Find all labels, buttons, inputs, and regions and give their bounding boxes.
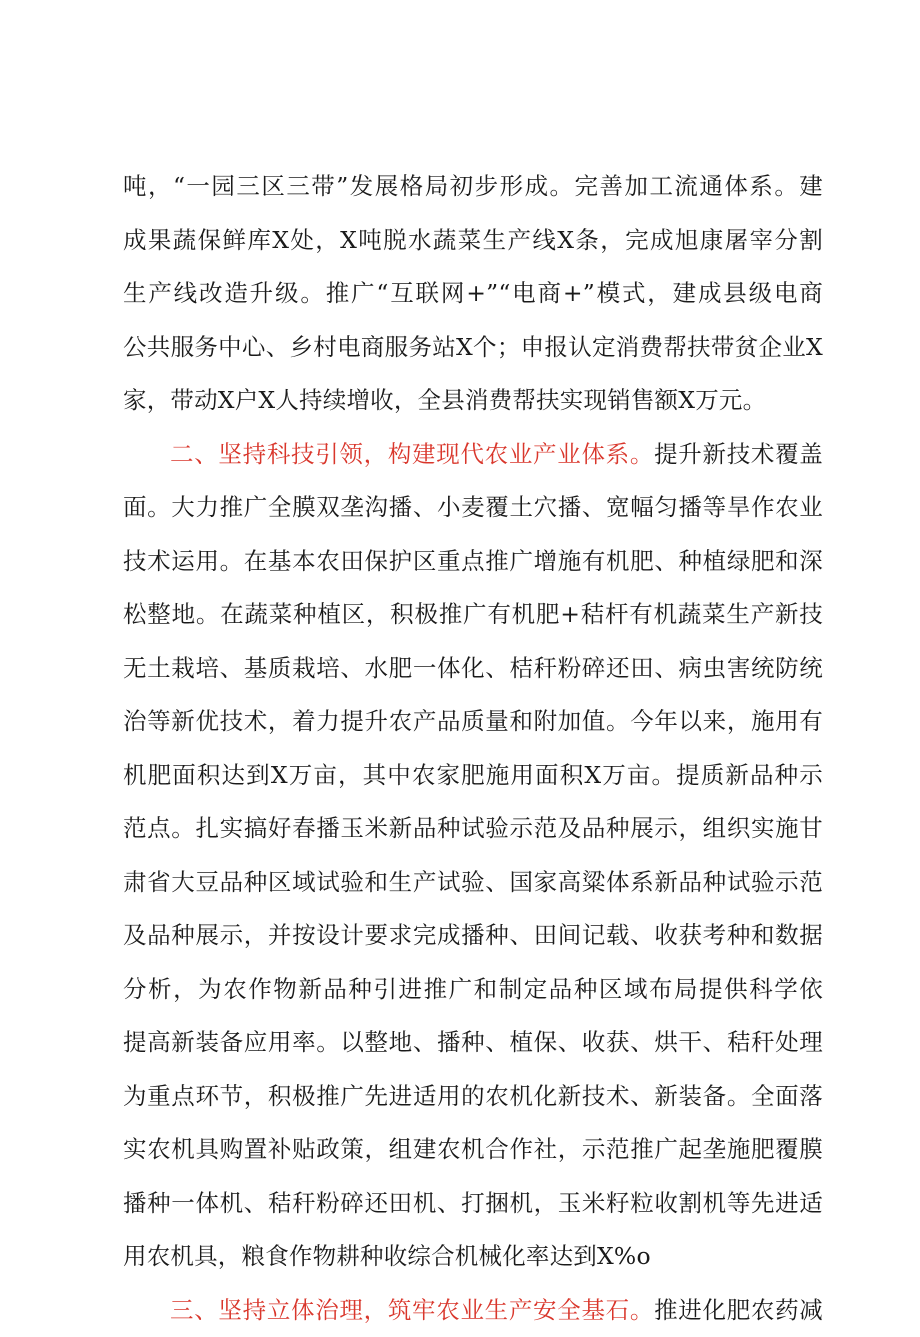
section-3-first-line [123,1284,823,1337]
text-line: 面。大力推广全膜双垄沟播、小麦覆土穴播、宽幅匀播等旱作农业 [123,481,823,535]
section-3-heading: 三、坚持立体治理，筑牢农业生产安全基石。 [170,1296,654,1324]
text-line: 吨，“一园三区三带”发展格局初步形成。完善加工流通体系。建 [123,160,823,214]
document-body [123,160,823,1337]
text-line: 生产线改造升级。推广“互联网+”“电商+”模式，建成县级电商 [123,267,823,321]
text-line: 无土栽培、基质栽培、水肥一体化、桔秆粉碎还田、病虫害统防统 [123,642,823,696]
text-line: 技术运用。在基本农田保护区重点推广增施有机肥、种植绿肥和深 [123,535,823,589]
text-line: 治等新优技术，着力提升农产品质量和附加值。今年以来，施用有 [123,695,823,749]
text-line: 分析，为农作物新品种引进推广和制定品种区域布局提供科学依 [123,963,823,1017]
section-2-first-line-rest: 提升新技术覆盖 [654,440,823,468]
text-line: 播种一体机、秸秆粉碎还田机、打捆机，玉米籽粒收割机等先进适 [123,1177,823,1231]
text-line: 及品种展示，并按设计要求完成播种、田间记载、收获考种和数据 [123,909,823,963]
section-2-heading: 二、坚持科技引领，构建现代农业产业体系。 [170,440,654,468]
text-line: 提高新装备应用率。以整地、播种、植保、收获、烘干、秸秆处理 [123,1016,823,1070]
text-line: 实农机具购置补贴政策，组建农机合作社，示范推广起垄施肥覆膜 [123,1123,823,1177]
section-2-first-line [123,428,823,482]
text-line: 为重点环节，积极推广先进适用的农机化新技术、新装备。全面落 [123,1070,823,1124]
text-line: 肃省大豆品种区域试验和生产试验、国家高粱体系新品种试验示范 [123,856,823,910]
text-line: 松整地。在蔬菜种植区，积极推广有机肥+秸杆有机蔬菜生产新技 [123,588,823,642]
text-line: 成果蔬保鲜库X处，X吨脱水蔬菜生产线X条，完成旭康屠宰分割 [123,214,823,268]
text-line: 用农机具，粮食作物耕种收综合机械化率达到X%o [123,1230,823,1284]
text-line: 公共服务中心、乡村电商服务站X个；申报认定消费帮扶带贫企业X [123,321,823,375]
text-line: 家，带动X户X人持续增收，全县消费帮扶实现销售额X万元。 [123,374,823,428]
text-line: 范点。扎实搞好春播玉米新品种试验示范及品种展示，组织实施甘 [123,802,823,856]
text-line: 机肥面积达到X万亩，其中农家肥施用面积X万亩。提质新品种示 [123,749,823,803]
section-3-first-line-rest: 推进化肥农药减 [654,1296,823,1324]
